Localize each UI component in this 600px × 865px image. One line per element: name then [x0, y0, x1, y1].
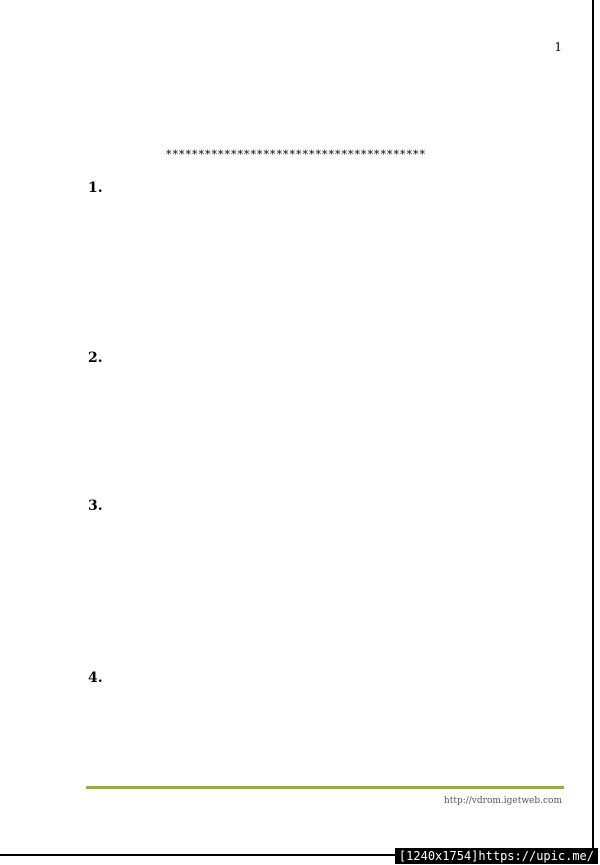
footer-rule	[86, 786, 564, 789]
question-3: 3.	[88, 498, 103, 514]
question-2: 2.	[88, 350, 103, 366]
question-1: 1.	[88, 180, 103, 196]
page-number: 1	[554, 40, 562, 54]
separator-line: ****************************************	[166, 148, 426, 161]
question-4: 4.	[88, 670, 103, 686]
footer-text: http://vdrom.igetweb.com	[443, 796, 562, 806]
image-size-stamp: [1240x1754]https://upic.me/	[395, 848, 598, 864]
